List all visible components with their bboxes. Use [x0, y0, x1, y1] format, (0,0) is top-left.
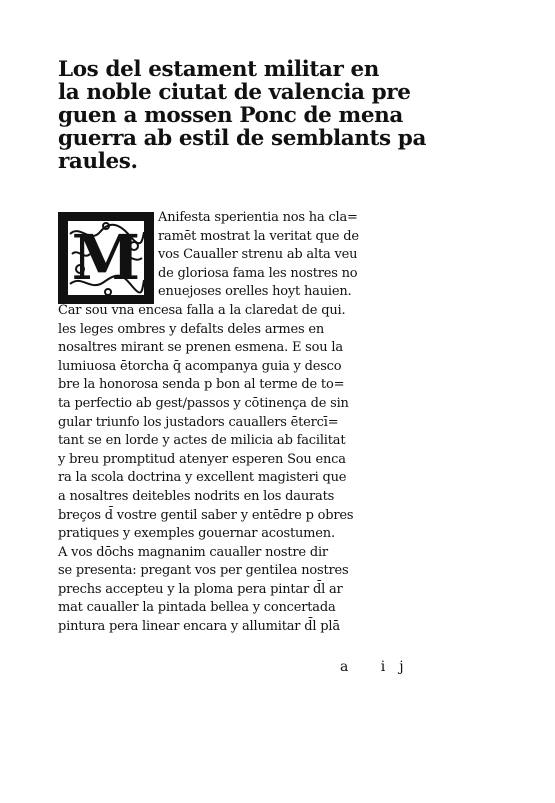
text-line: A vos dōchs magnanim caualler nostre dir [58, 544, 328, 560]
text-line: Car sou vna encesa falla a la claredat de qui. [58, 302, 346, 318]
text-line: ramēt mostrat la veritat que de [158, 228, 359, 244]
heading-line: guen a mossen Ponc de mena [58, 103, 403, 128]
text-line: bre la honorosa senda p bon al terme de to= [58, 377, 345, 393]
text-line: ra la scola doctrina y excellent magisteri que [58, 470, 347, 486]
heading-line: la noble ciutat de valencia pre [58, 80, 411, 105]
heading [58, 58, 430, 173]
text-line: mat caualler la pintada bellea y concertada [58, 600, 336, 616]
text-line: lumiuosa ētorcha q̄ acompanya guia y desco [58, 358, 342, 374]
text-line: pratiques y exemples gouernar acostumen. [58, 526, 335, 542]
text-line: Anifesta sperientia nos ha cla= [158, 210, 358, 225]
body-text [58, 209, 403, 637]
text-line: tant se en lorde y actes de milicia ab facilitat [58, 433, 346, 449]
heading-line: raules. [58, 149, 138, 174]
initial-letter: M [71, 221, 141, 294]
text-line: y breu promptitud atenyer esperen Sou enca [58, 451, 346, 467]
heading-line: guerra ab estil de semblants pa [58, 126, 426, 151]
text-line: les leges ombres y defalts deles armes en [58, 321, 325, 337]
text-line: vos Caualler strenu ab alta veu [158, 247, 358, 263]
text-line: breços d̄ vostre gentil saber y entēdre p obres [58, 507, 354, 523]
text-line: gular triunfo los justadors cauallers ētercī= [58, 414, 339, 430]
text-line: prechs accepteu y la ploma pera pintar d̄l ar [58, 581, 343, 597]
heading-line: Los del estament militar en [58, 57, 379, 82]
signature-mark: a ij [340, 659, 418, 675]
text-line: de gloriosa fama les nostres no [158, 265, 358, 281]
text-line: nosaltres mirant se prenen esmena. E sou la [58, 340, 343, 356]
text-line: ta perfectio ab gest/passos y cōtinença de sin [58, 395, 349, 411]
text-line: a nosaltres deitebles nodrits en los daurats [58, 488, 335, 504]
text-line: enuejoses orelles hoyt hauien. [158, 284, 352, 300]
text-line: se presenta: pregant vos per gentilea nostres [58, 563, 349, 579]
text-line: pintura pera linear encara y allumitar d̄l plā [58, 619, 340, 635]
